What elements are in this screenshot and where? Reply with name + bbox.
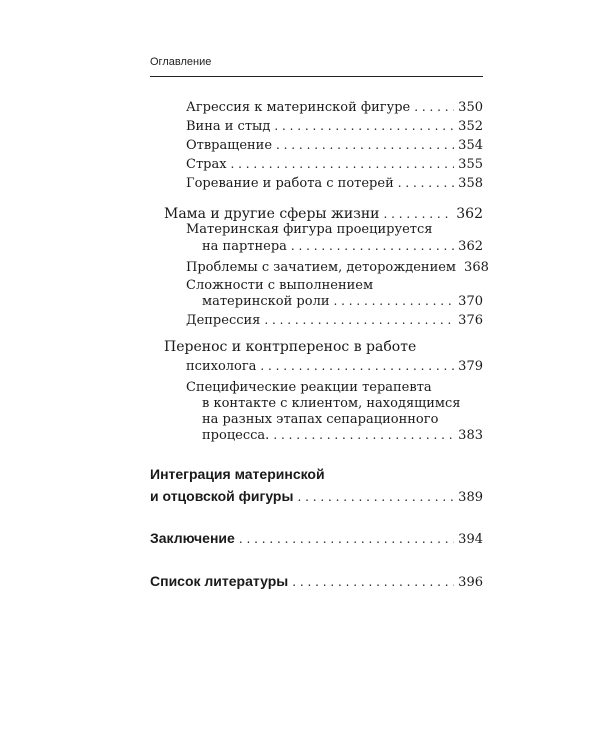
toc-entry-title-line[interactable]: в контакте с клиентом, находящимся (202, 396, 461, 411)
toc-entry-title: процесса. (202, 428, 270, 443)
toc-entry-page: 358 (458, 176, 483, 191)
toc-entry-page: 376 (458, 313, 483, 328)
toc-entry-title: Отвращение (186, 138, 273, 153)
dot-leader (276, 136, 454, 155)
toc-entry[interactable] (202, 292, 483, 311)
toc-entry[interactable] (186, 98, 483, 117)
toc-entry-page: 355 (458, 157, 483, 172)
toc-entry-page: 352 (458, 119, 483, 134)
toc-entry-title: Горевание и работа с потерей (186, 176, 394, 191)
toc-entry[interactable] (186, 136, 483, 155)
toc-entry[interactable] (202, 237, 483, 256)
toc-entry-title: Страх (186, 157, 227, 172)
dot-leader (273, 426, 454, 445)
toc-entry-title-line[interactable]: Материнская фигура проецируется (186, 222, 433, 237)
toc-entry-title: Мама и другие сферы жизни (164, 206, 380, 222)
dot-leader (264, 311, 454, 330)
toc-entry-page: 383 (458, 428, 483, 443)
toc-chapter-entry[interactable] (150, 572, 483, 592)
dot-leader (334, 292, 455, 311)
toc-entry[interactable] (186, 155, 483, 174)
toc-entry-page: 362 (458, 239, 483, 254)
running-header: Оглавление (150, 56, 212, 68)
toc-entry[interactable] (202, 426, 483, 445)
dot-leader (297, 488, 454, 507)
dot-leader (398, 174, 454, 193)
toc-entry[interactable] (186, 117, 483, 136)
dot-leader (274, 117, 454, 136)
toc-entry-title: Заключение (150, 530, 235, 546)
dot-leader (239, 530, 454, 549)
toc-entry-page: 354 (458, 138, 483, 153)
toc-entry[interactable] (186, 311, 483, 330)
toc-entry-page: 370 (458, 294, 483, 309)
toc-entry-page: 362 (456, 206, 483, 222)
toc-chapter-title-line[interactable]: Интеграция материнской (150, 466, 325, 482)
toc-entry-page: 389 (458, 490, 483, 505)
dot-leader (260, 357, 454, 376)
toc-entry-page: 350 (458, 100, 483, 115)
toc-section-entry[interactable] (186, 357, 483, 376)
toc-entry-title-line[interactable]: Специфические реакции терапевта (186, 380, 432, 395)
toc-entry-title-line[interactable]: Сложности с выполнением (186, 278, 374, 293)
toc-entry-page: 394 (458, 532, 483, 547)
toc-entry-title: материнской роли (202, 294, 330, 309)
toc-entry-title: Список литературы (150, 573, 289, 589)
toc-entry-title: и отцовской фигуры (150, 488, 294, 504)
dot-leader (231, 155, 455, 174)
toc-entry-title: психолога (186, 359, 257, 374)
toc-entry-title-line[interactable]: на разных этапах сепарационного (202, 412, 439, 427)
dot-leader (414, 98, 454, 117)
toc-entry[interactable] (186, 258, 489, 277)
toc-entry-page: 368 (464, 260, 489, 275)
toc-entry-title: Агрессия к материнской фигуре (186, 100, 411, 115)
toc-entry-title: Вина и стыд (186, 119, 271, 134)
dot-leader (291, 237, 454, 256)
toc-entry-page: 396 (458, 575, 483, 590)
toc-entry-title: на партнера (202, 239, 287, 254)
toc-entry-title: Депрессия (186, 313, 261, 328)
toc-entry-page: 379 (458, 359, 483, 374)
toc-chapter-entry[interactable] (150, 529, 483, 549)
toc-chapter-entry[interactable] (150, 487, 483, 507)
toc-entry[interactable] (186, 174, 483, 193)
dot-leader (292, 573, 454, 592)
toc-entry-title-line[interactable]: Перенос и контрперенос в работе (164, 339, 417, 355)
header-rule (150, 76, 483, 77)
toc-entry-title: Проблемы с зачатием, деторождением (186, 260, 457, 275)
